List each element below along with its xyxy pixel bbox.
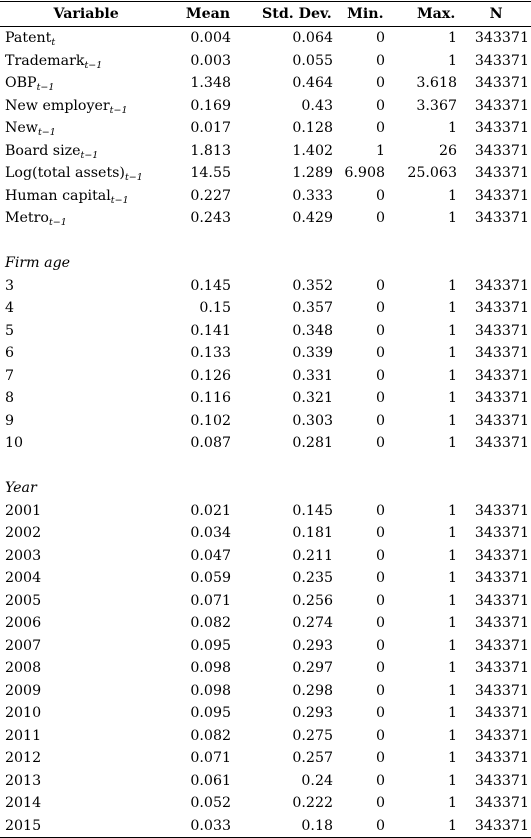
cell-n: 343371 xyxy=(474,142,529,159)
cell-mean: 0.087 xyxy=(190,435,231,452)
table-row xyxy=(0,117,531,140)
row-label-text: 5 xyxy=(5,322,15,339)
cell-max: 26 xyxy=(438,142,457,159)
cell-mean: 0.243 xyxy=(190,210,231,227)
section-spacer xyxy=(0,230,531,253)
cell-std-dev: 0.256 xyxy=(292,592,333,609)
cell-mean: 0.141 xyxy=(190,322,231,339)
table-row xyxy=(0,140,531,163)
cell-n: 343371 xyxy=(474,120,529,137)
row-label-text: 2011 xyxy=(5,727,42,744)
cell-n: 343371 xyxy=(474,345,529,362)
row-label-text: 2007 xyxy=(5,637,42,654)
section-title-year xyxy=(0,477,531,500)
table-row xyxy=(0,590,531,613)
row-label xyxy=(0,324,173,338)
cell-max: 1 xyxy=(447,502,457,519)
row-label xyxy=(0,549,173,563)
cell-std-dev: 0.464 xyxy=(292,75,333,92)
cell-max: 1 xyxy=(447,795,457,812)
cell-std-dev: 0.339 xyxy=(292,345,333,362)
cell-mean: 1.813 xyxy=(190,142,231,159)
cell-max: 1 xyxy=(447,817,457,834)
cell-std-dev: 0.145 xyxy=(292,502,333,519)
cell-max: 1 xyxy=(447,210,457,227)
cell-min: 0 xyxy=(375,502,385,519)
cell-std-dev: 0.331 xyxy=(292,367,333,384)
table-row xyxy=(0,792,531,815)
section-title-year-label: Year xyxy=(5,480,37,497)
cell-n: 343371 xyxy=(474,435,529,452)
header-mean: Mean xyxy=(185,5,231,22)
row-label-subscript: t−1 xyxy=(109,104,128,116)
row-label-subscript: t xyxy=(51,37,56,49)
row-label-text: 2008 xyxy=(5,660,42,677)
row-label xyxy=(0,142,173,161)
cell-n: 343371 xyxy=(474,660,529,677)
cell-n: 343371 xyxy=(474,547,529,564)
table-row xyxy=(0,275,531,298)
row-label xyxy=(0,526,173,540)
section-spacer xyxy=(0,455,531,478)
cell-mean: 0.098 xyxy=(190,660,231,677)
header-max: Max. xyxy=(416,5,456,22)
cell-std-dev: 0.348 xyxy=(292,322,333,339)
cell-std-dev: 0.222 xyxy=(292,795,333,812)
cell-n: 343371 xyxy=(474,817,529,834)
cell-std-dev: 0.275 xyxy=(292,727,333,744)
row-label xyxy=(0,165,173,184)
cell-std-dev: 0.429 xyxy=(292,210,333,227)
cell-std-dev: 0.235 xyxy=(292,570,333,587)
cell-min: 0 xyxy=(375,412,385,429)
cell-max: 1 xyxy=(447,682,457,699)
cell-mean: 0.004 xyxy=(190,30,231,47)
cell-mean: 14.55 xyxy=(190,165,231,182)
table-row xyxy=(0,725,531,748)
row-label-text: 6 xyxy=(5,345,15,362)
row-label-text: OBP xyxy=(5,75,37,92)
cell-max: 1 xyxy=(447,525,457,542)
cell-max: 3.367 xyxy=(416,97,457,114)
cell-n: 343371 xyxy=(474,615,529,632)
cell-n: 343371 xyxy=(474,300,529,317)
cell-min: 0 xyxy=(375,637,385,654)
row-label-text: 3 xyxy=(5,277,15,294)
cell-min: 0 xyxy=(375,300,385,317)
cell-std-dev: 1.402 xyxy=(292,142,333,159)
cell-mean: 0.082 xyxy=(190,727,231,744)
table-row xyxy=(0,387,531,410)
cell-min: 0 xyxy=(375,367,385,384)
cell-max: 1 xyxy=(447,345,457,362)
cell-std-dev: 0.281 xyxy=(292,435,333,452)
cell-min: 0 xyxy=(375,435,385,452)
row-label-text: Board size xyxy=(5,142,81,159)
row-label-subscript: t−1 xyxy=(37,127,56,139)
row-label xyxy=(0,75,173,94)
cell-std-dev: 0.297 xyxy=(292,660,333,677)
cell-max: 1 xyxy=(447,705,457,722)
table-body xyxy=(0,27,531,837)
row-label-text: 8 xyxy=(5,390,15,407)
cell-std-dev: 0.303 xyxy=(292,412,333,429)
table-row xyxy=(0,657,531,680)
cell-n: 343371 xyxy=(474,390,529,407)
cell-mean: 0.227 xyxy=(190,187,231,204)
cell-min: 0 xyxy=(375,615,385,632)
table-row xyxy=(0,95,531,118)
row-label-text: Trademark xyxy=(5,52,85,69)
table-row xyxy=(0,365,531,388)
cell-max: 1 xyxy=(447,547,457,564)
row-label xyxy=(0,796,173,810)
cell-min: 0 xyxy=(375,570,385,587)
cell-min: 0 xyxy=(375,120,385,137)
header-variable: Variable xyxy=(53,5,119,22)
row-label-text: 2009 xyxy=(5,682,42,699)
cell-mean: 0.021 xyxy=(190,502,231,519)
cell-std-dev: 0.24 xyxy=(301,772,333,789)
row-label xyxy=(0,661,173,675)
cell-std-dev: 1.289 xyxy=(292,165,333,182)
cell-mean: 0.071 xyxy=(190,750,231,767)
cell-min: 0 xyxy=(375,210,385,227)
row-label xyxy=(0,436,173,450)
table-row xyxy=(0,185,531,208)
cell-min: 0 xyxy=(375,547,385,564)
row-label-text: 2012 xyxy=(5,750,42,767)
cell-min: 0 xyxy=(375,390,385,407)
cell-n: 343371 xyxy=(474,727,529,744)
cell-max: 1 xyxy=(447,615,457,632)
cell-max: 1 xyxy=(447,412,457,429)
table-row xyxy=(0,27,531,50)
cell-max: 1 xyxy=(447,750,457,767)
cell-std-dev: 0.352 xyxy=(292,277,333,294)
cell-n: 343371 xyxy=(474,750,529,767)
cell-max: 1 xyxy=(447,772,457,789)
row-label-text: Human capital xyxy=(5,187,111,204)
cell-mean: 0.126 xyxy=(190,367,231,384)
cell-std-dev: 0.18 xyxy=(301,817,333,834)
header-n: N xyxy=(489,5,503,22)
cell-max: 1 xyxy=(447,570,457,587)
cell-n: 343371 xyxy=(474,277,529,294)
row-label-text: 9 xyxy=(5,412,15,429)
cell-min: 0 xyxy=(375,187,385,204)
cell-n: 343371 xyxy=(474,97,529,114)
cell-std-dev: 0.181 xyxy=(292,525,333,542)
row-label xyxy=(0,369,173,383)
cell-mean: 0.061 xyxy=(190,772,231,789)
cell-max: 1 xyxy=(447,727,457,744)
row-label-subscript: t−1 xyxy=(36,82,55,94)
row-label-subscript: t−1 xyxy=(48,217,67,229)
row-label-subscript: t−1 xyxy=(110,194,129,206)
cell-min: 6.908 xyxy=(344,165,385,182)
cell-max: 1 xyxy=(447,660,457,677)
row-label xyxy=(0,819,173,833)
cell-min: 0 xyxy=(375,30,385,47)
table-row xyxy=(0,747,531,770)
cell-min: 0 xyxy=(375,795,385,812)
row-label xyxy=(0,616,173,630)
cell-std-dev: 0.321 xyxy=(292,390,333,407)
cell-mean: 0.034 xyxy=(190,525,231,542)
cell-max: 1 xyxy=(447,637,457,654)
cell-std-dev: 0.055 xyxy=(292,52,333,69)
cell-std-dev: 0.293 xyxy=(292,705,333,722)
table-row xyxy=(0,545,531,568)
cell-n: 343371 xyxy=(474,187,529,204)
cell-min: 0 xyxy=(375,75,385,92)
cell-std-dev: 0.357 xyxy=(292,300,333,317)
row-label xyxy=(0,30,173,49)
cell-min: 0 xyxy=(375,682,385,699)
cell-min: 0 xyxy=(375,727,385,744)
table-row xyxy=(0,500,531,523)
cell-max: 1 xyxy=(447,52,457,69)
row-label-text: 2013 xyxy=(5,772,42,789)
row-label xyxy=(0,120,173,139)
row-label-text: 2003 xyxy=(5,547,42,564)
cell-mean: 0.059 xyxy=(190,570,231,587)
cell-mean: 0.033 xyxy=(190,817,231,834)
table-row xyxy=(0,410,531,433)
cell-n: 343371 xyxy=(474,525,529,542)
cell-max: 1 xyxy=(447,592,457,609)
header-min: Min. xyxy=(347,5,384,22)
cell-n: 343371 xyxy=(474,322,529,339)
row-label xyxy=(0,684,173,698)
cell-n: 343371 xyxy=(474,367,529,384)
cell-min: 0 xyxy=(375,750,385,767)
row-label-subscript: t−1 xyxy=(84,59,103,71)
row-label-text: 2004 xyxy=(5,570,42,587)
row-label xyxy=(0,52,173,71)
cell-n: 343371 xyxy=(474,795,529,812)
cell-n: 343371 xyxy=(474,30,529,47)
row-label xyxy=(0,97,173,116)
cell-mean: 0.116 xyxy=(190,390,231,407)
table-row xyxy=(0,50,531,73)
cell-n: 343371 xyxy=(474,165,529,182)
cell-n: 343371 xyxy=(474,705,529,722)
cell-max: 1 xyxy=(447,390,457,407)
cell-n: 343371 xyxy=(474,570,529,587)
row-label xyxy=(0,210,173,229)
table-row xyxy=(0,612,531,635)
cell-max: 25.063 xyxy=(407,165,457,182)
cell-mean: 0.017 xyxy=(190,120,231,137)
cell-n: 343371 xyxy=(474,502,529,519)
cell-std-dev: 0.274 xyxy=(292,615,333,632)
cell-min: 0 xyxy=(375,277,385,294)
cell-min: 0 xyxy=(375,97,385,114)
row-label-text: 7 xyxy=(5,367,15,384)
cell-min: 0 xyxy=(375,772,385,789)
row-label-text: Patent xyxy=(5,30,52,47)
cell-n: 343371 xyxy=(474,412,529,429)
cell-max: 3.618 xyxy=(416,75,457,92)
cell-mean: 0.095 xyxy=(190,705,231,722)
table-row xyxy=(0,162,531,185)
row-label-text: 2015 xyxy=(5,817,42,834)
cell-min: 0 xyxy=(375,52,385,69)
cell-min: 0 xyxy=(375,660,385,677)
table-row xyxy=(0,770,531,793)
row-label xyxy=(0,751,173,765)
cell-max: 1 xyxy=(447,367,457,384)
cell-n: 343371 xyxy=(474,772,529,789)
cell-min: 1 xyxy=(375,142,385,159)
cell-min: 0 xyxy=(375,705,385,722)
cell-n: 343371 xyxy=(474,75,529,92)
cell-std-dev: 0.293 xyxy=(292,637,333,654)
cell-n: 343371 xyxy=(474,682,529,699)
row-label-text: 2006 xyxy=(5,615,42,632)
row-label xyxy=(0,346,173,360)
row-label xyxy=(0,594,173,608)
row-label-text: 2010 xyxy=(5,705,42,722)
row-label xyxy=(0,774,173,788)
section-title-firm-age-label: Firm age xyxy=(5,255,71,272)
section-title-firm-age xyxy=(0,252,531,275)
row-label xyxy=(0,729,173,743)
row-label-text: 2002 xyxy=(5,525,42,542)
cell-n: 343371 xyxy=(474,592,529,609)
row-label-subscript: t−1 xyxy=(124,172,143,184)
header-std-dev: Std. Dev. xyxy=(262,5,332,22)
row-label xyxy=(0,391,173,405)
cell-mean: 0.15 xyxy=(199,300,231,317)
row-label xyxy=(0,414,173,428)
row-label xyxy=(0,187,173,206)
cell-max: 1 xyxy=(447,120,457,137)
cell-mean: 0.095 xyxy=(190,637,231,654)
cell-max: 1 xyxy=(447,187,457,204)
cell-std-dev: 0.128 xyxy=(292,120,333,137)
table-row xyxy=(0,522,531,545)
cell-mean: 0.102 xyxy=(190,412,231,429)
row-label-text: 2005 xyxy=(5,592,42,609)
cell-mean: 0.047 xyxy=(190,547,231,564)
row-label-text: Log(total assets) xyxy=(5,165,125,182)
table-row xyxy=(0,297,531,320)
cell-mean: 0.003 xyxy=(190,52,231,69)
cell-std-dev: 0.333 xyxy=(292,187,333,204)
row-label-text: 2014 xyxy=(5,795,42,812)
table-row xyxy=(0,680,531,703)
row-label-text: 10 xyxy=(5,435,24,452)
cell-mean: 0.098 xyxy=(190,682,231,699)
row-label-text: 4 xyxy=(5,300,15,317)
cell-max: 1 xyxy=(447,435,457,452)
cell-mean: 0.169 xyxy=(190,97,231,114)
cell-min: 0 xyxy=(375,817,385,834)
table-row xyxy=(0,342,531,365)
row-label xyxy=(0,279,173,293)
cell-std-dev: 0.064 xyxy=(292,30,333,47)
table-row xyxy=(0,702,531,725)
row-label xyxy=(0,706,173,720)
cell-mean: 0.133 xyxy=(190,345,231,362)
row-label xyxy=(0,504,173,518)
cell-n: 343371 xyxy=(474,210,529,227)
row-label-text: 2001 xyxy=(5,502,42,519)
table-row xyxy=(0,207,531,230)
row-label-text: Metro xyxy=(5,210,49,227)
table-row xyxy=(0,567,531,590)
table-row xyxy=(0,815,531,838)
cell-min: 0 xyxy=(375,525,385,542)
cell-std-dev: 0.298 xyxy=(292,682,333,699)
cell-n: 343371 xyxy=(474,52,529,69)
cell-max: 1 xyxy=(447,277,457,294)
cell-min: 0 xyxy=(375,322,385,339)
row-label xyxy=(0,301,173,315)
cell-mean: 0.082 xyxy=(190,615,231,632)
cell-std-dev: 0.257 xyxy=(292,750,333,767)
cell-mean: 0.145 xyxy=(190,277,231,294)
table-row xyxy=(0,635,531,658)
cell-std-dev: 0.43 xyxy=(301,97,333,114)
cell-max: 1 xyxy=(447,300,457,317)
table-row xyxy=(0,432,531,455)
cell-n: 343371 xyxy=(474,637,529,654)
cell-min: 0 xyxy=(375,592,385,609)
cell-mean: 1.348 xyxy=(190,75,231,92)
table-row xyxy=(0,320,531,343)
table-row xyxy=(0,72,531,95)
cell-std-dev: 0.211 xyxy=(292,547,333,564)
cell-max: 1 xyxy=(447,322,457,339)
row-label-subscript: t−1 xyxy=(80,149,99,161)
row-label-text: New employer xyxy=(5,97,110,114)
cell-max: 1 xyxy=(447,30,457,47)
row-label xyxy=(0,571,173,585)
cell-mean: 0.052 xyxy=(190,795,231,812)
cell-min: 0 xyxy=(375,345,385,362)
cell-mean: 0.071 xyxy=(190,592,231,609)
table-header-row xyxy=(0,2,531,26)
row-label-text: New xyxy=(5,120,38,137)
row-label xyxy=(0,639,173,653)
